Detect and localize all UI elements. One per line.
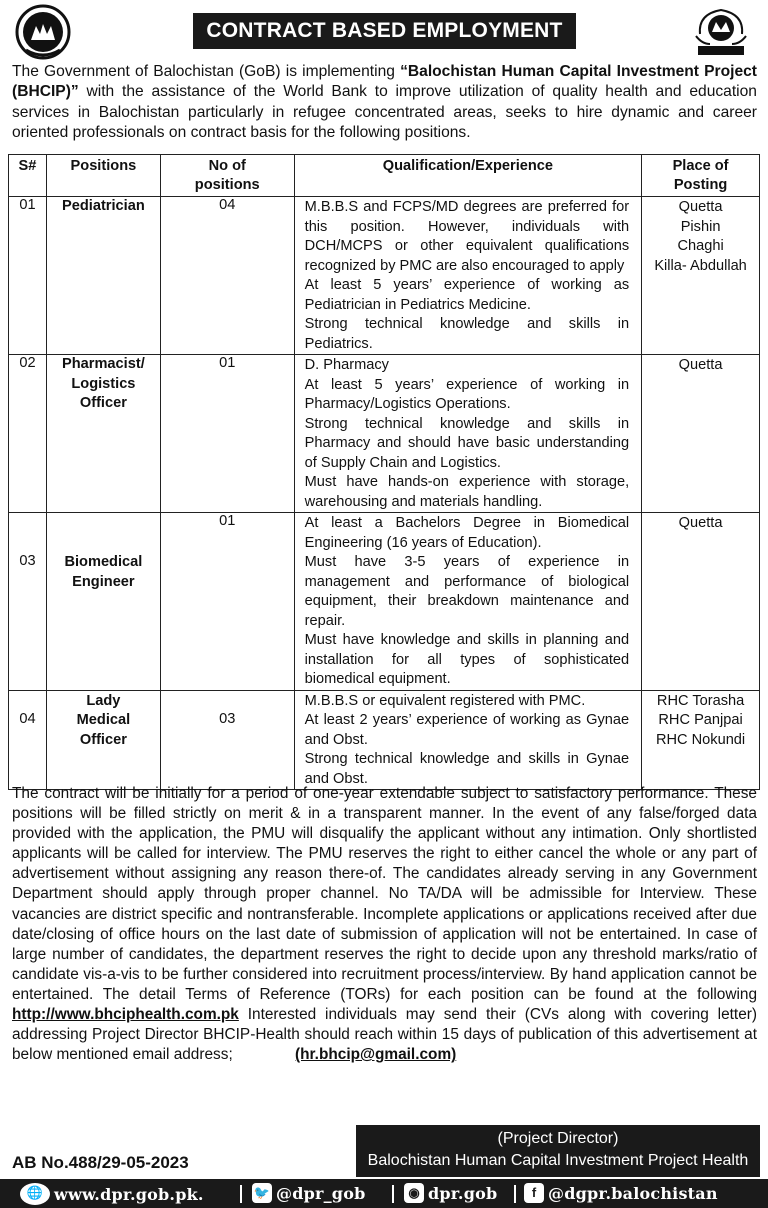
row-count: 01	[160, 355, 294, 513]
header	[0, 0, 768, 62]
table-row	[9, 513, 760, 691]
row-qualification: At least a Bachelors Degree in Biomedical Engineering (16 years of Education). Must have 3-5 years of experience in management and performance of biological equipment, their breakdown maintenance and repair. Must have knowledge and skills in planning and installation for all types of sophisticated biomedical equipment.	[294, 513, 642, 691]
footer-divider	[514, 1185, 516, 1203]
signature-title: (Project Director)	[497, 1130, 619, 1147]
header-no-of-positions: No of positions	[160, 155, 294, 197]
footer-instagram-text: dpr.gob	[428, 1183, 498, 1203]
signature-org: Balochistan Human Capital Investment Project Health	[367, 1152, 749, 1169]
row-position: Biomedical Engineer	[46, 513, 160, 691]
row-position: Pediatrician	[46, 197, 160, 355]
row-qualification: M.B.B.S and FCPS/MD degrees are preferred for this position. However, individuals with DCH/MCPS or other equivalent qualifications recognized by PMC are also encouraged to apply At least 5 years’ experience of working as Pediatrician in Pediatrics Medicine. Strong technical knowledge and skills in Pediatrics.	[294, 197, 642, 355]
table-header-row	[9, 155, 760, 197]
row-count: 01	[160, 513, 294, 691]
twitter-icon: 🐦	[252, 1183, 272, 1203]
footer-twitter-text: @dpr_gob	[276, 1183, 366, 1203]
row-sn: 03	[9, 513, 47, 691]
email-link[interactable]: (hr.bhcip@gmail.com)	[295, 1046, 457, 1064]
header-sn: S#	[9, 155, 47, 197]
row-sn: 04	[9, 690, 47, 790]
row-qualification: D. Pharmacy At least 5 years’ experience of working in Pharmacy/Logistics Operations. Strong technical knowledge and skills in Pharmacy and should have basic understanding of Supply Chain and Logistics. Must have hands-on experience with storage, warehousing and materials handling.	[294, 355, 642, 513]
row-count: 03	[160, 690, 294, 790]
footer-website-text: www.dpr.gob.pk.	[54, 1184, 204, 1204]
ad-number: AB No.488/29-05-2023	[12, 1153, 189, 1172]
government-emblem-logo	[14, 4, 72, 60]
row-place: RHC Torasha RHC Panjpai RHC Nokundi	[642, 690, 760, 790]
header-qualification: Qualification/Experience	[294, 155, 642, 197]
footer-divider	[392, 1185, 394, 1203]
row-place: Quetta	[642, 355, 760, 513]
intro-text-part2: with the assistance of the World Bank to improve utilization of quality health and education services in Balochistan particularly in refugee concentrated areas, seeks to hire dynamic and career oriented professionals on contract basis for the following positions.	[12, 83, 757, 141]
header-place-of-posting: Place of Posting	[642, 155, 760, 197]
footer-website[interactable]	[20, 1183, 204, 1205]
intro-paragraph	[12, 62, 757, 143]
intro-text-part1: The Government of Balochistan (GoB) is implementing	[12, 63, 401, 80]
department-seal-logo	[690, 4, 752, 60]
page-title: CONTRACT BASED EMPLOYMENT	[193, 13, 576, 49]
row-position: Lady Medical Officer	[46, 690, 160, 790]
row-place: Quetta	[642, 513, 760, 691]
row-place: Quetta Pishin Chaghi Killa- Abdullah	[642, 197, 760, 355]
tor-link[interactable]: http://www.bhciphealth.com.pk	[12, 1006, 239, 1024]
table-row	[9, 197, 760, 355]
signature-block	[356, 1125, 760, 1177]
footer-instagram[interactable]	[404, 1183, 497, 1203]
footer-facebook-text: @dgpr.balochistan	[548, 1183, 718, 1203]
facebook-icon: f	[524, 1183, 544, 1203]
terms-paragraph	[12, 784, 757, 1065]
terms-after-url: Interested individuals may send their (CVs along with covering letter) addressing Project Director BHCIP-Health should reach within 15 days of publication of this advertisement at below mentioned email address;	[12, 1006, 757, 1064]
header-positions: Positions	[46, 155, 160, 197]
table-row	[9, 355, 760, 513]
footer-divider	[240, 1185, 242, 1203]
row-position: Pharmacist/ Logistics Officer	[46, 355, 160, 513]
terms-body: The contract will be initially for a period of one-year extendable subject to satisfactory performance. These positions will be filled strictly on merit & in a transparent manner. In the event of any false/forged data provided with the application, the PMU will disqualify the applicant without any intimation. Only shortlisted applicants will be called for interview. The PMU reserves the right to either cancel the whole or any part of advertisement without assigning any reason there-of. The candidates already serving in any Government Department should apply through proper channel. No TA/DA will be admissible for Interview. These vacancies are district specific and nontransferable. Incomplete applications or applications received after due date/closing of office hours on the last date of submission of application will not be entertained. In case of large number of candidates, the department reserves the right to decide upon any threshold marks/ratio of candidate vis-a-vis to be further considered into recruitment process/interview. By hand application cannot be entertained. The detail Terms of Reference (TORs) for each position can be found at the following	[12, 785, 757, 1003]
positions-table	[8, 154, 760, 790]
instagram-icon: ◉	[404, 1183, 424, 1203]
footer-bar	[0, 1179, 768, 1208]
globe-icon: 🌐	[20, 1183, 50, 1205]
row-count: 04	[160, 197, 294, 355]
row-qualification: M.B.B.S or equivalent registered with PMC. At least 2 years’ experience of working as Gynae and Obst. Strong technical knowledge and skills in Gynae and Obst.	[294, 690, 642, 790]
row-sn: 02	[9, 355, 47, 513]
row-sn: 01	[9, 197, 47, 355]
project-name: “Balochistan Human Capital Investment Project (BHCIP)”	[12, 63, 757, 101]
table-row	[9, 690, 760, 790]
footer-twitter[interactable]	[252, 1183, 365, 1203]
footer-facebook[interactable]	[524, 1183, 718, 1203]
